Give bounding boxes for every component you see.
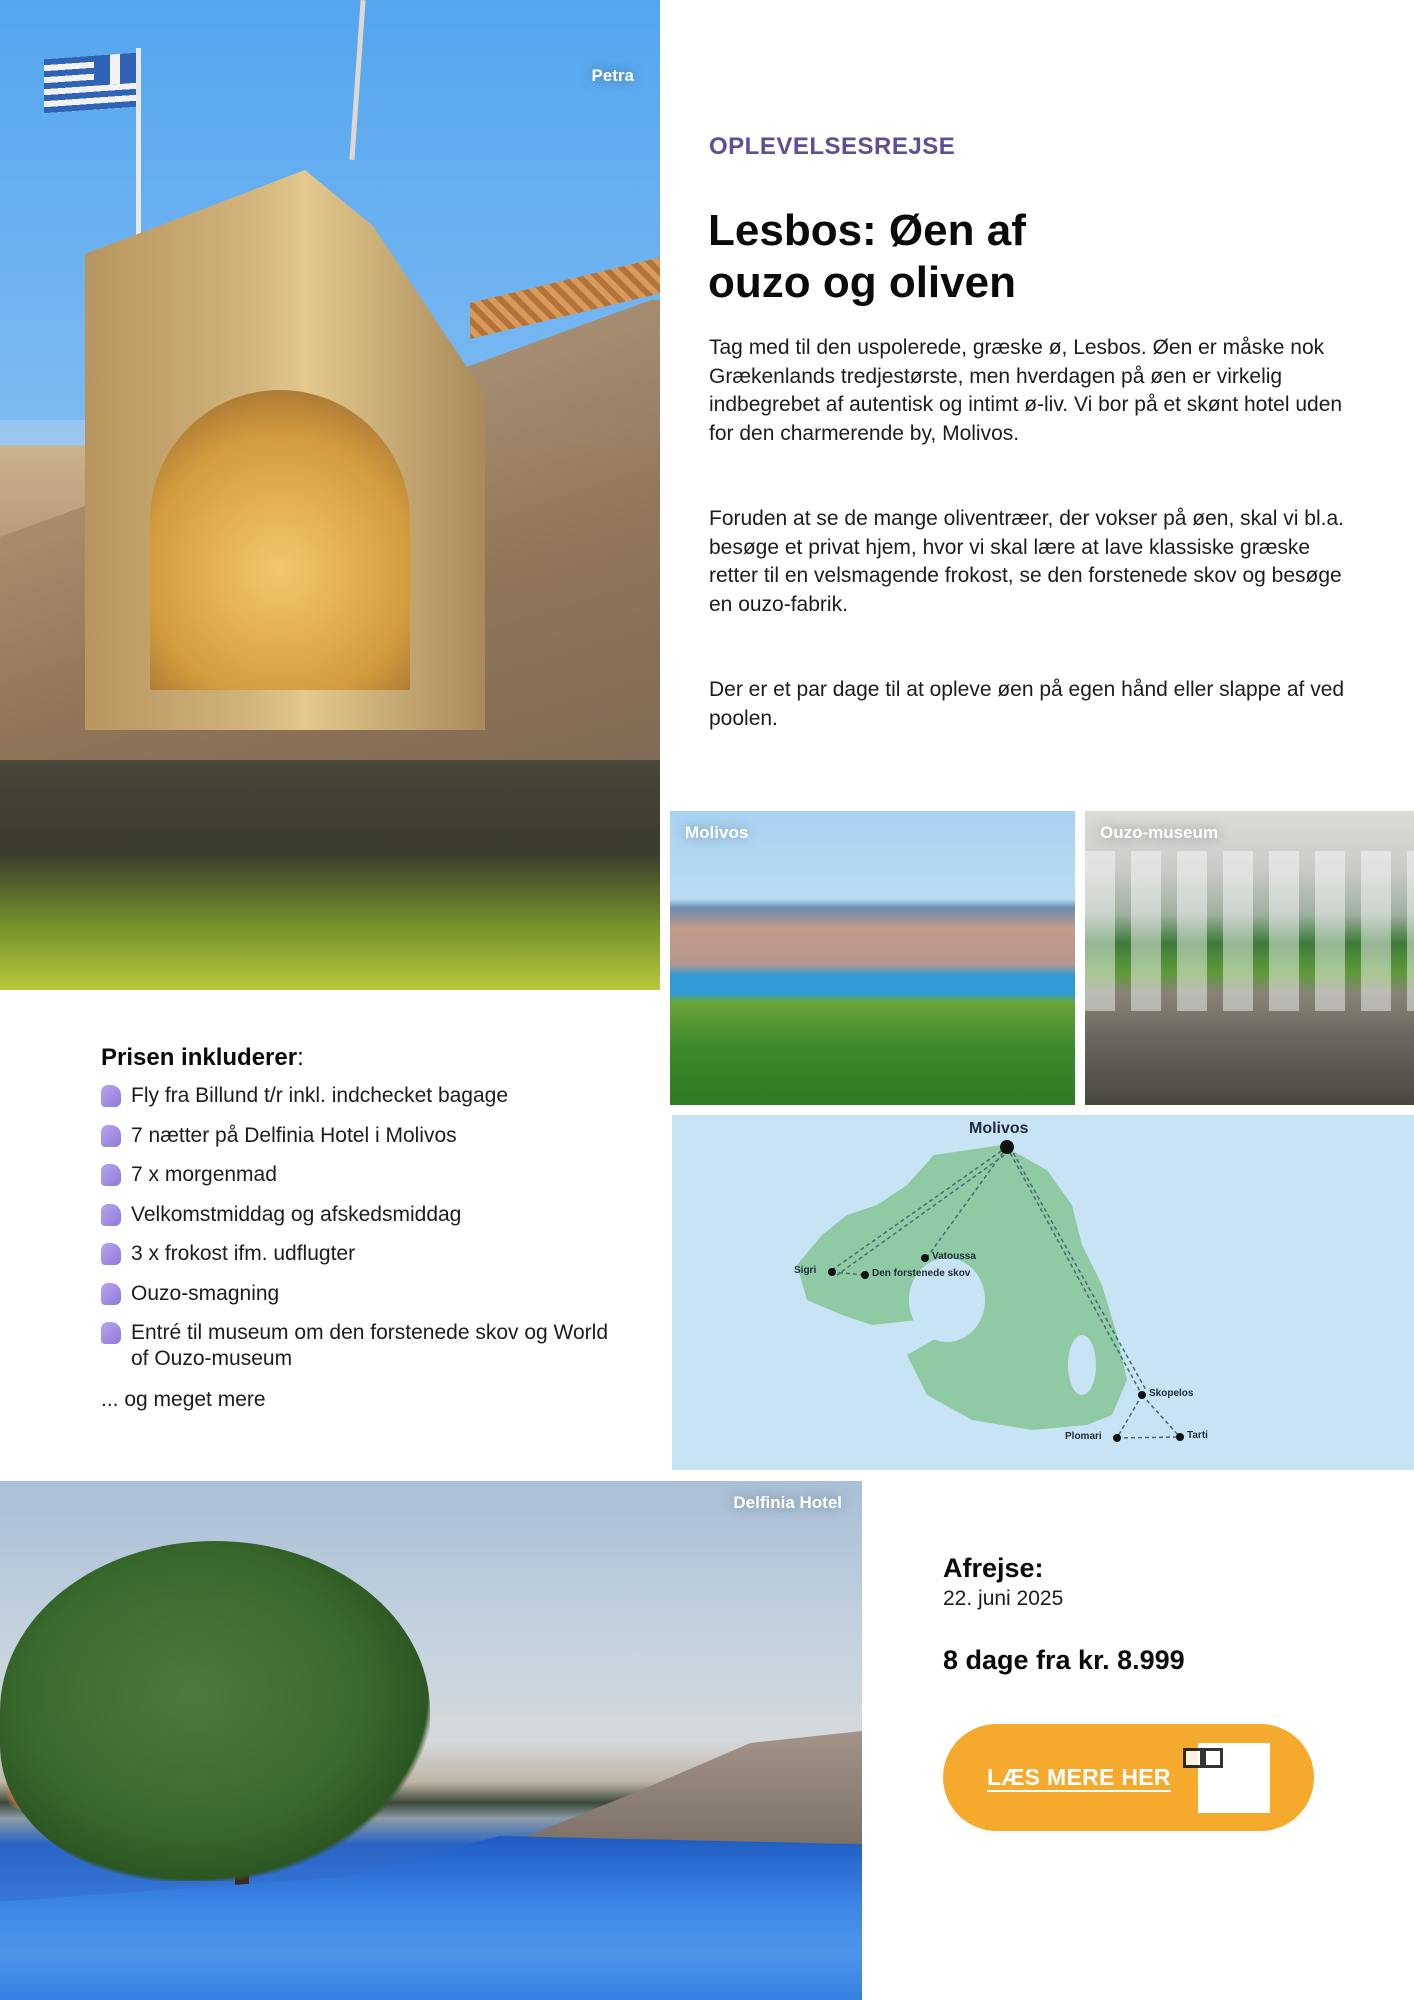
delfinia-hotel-photo (0, 1481, 862, 2000)
bullet-icon (101, 1164, 121, 1186)
arch (150, 390, 410, 690)
intro-paragraph: Tag med til den uspolerede, græske ø, Lesbos. Øen er måske nok Grækenlands tredjestørste, men hverdagen på øen er virkelig indbegrebet af autentisk og intimt ø-liv. Vi bor på et skønt hotel uden for den charmerende by, Molivos. (709, 336, 1343, 445)
bullet-icon (101, 1125, 121, 1147)
qr-code-icon[interactable] (1198, 1743, 1270, 1813)
list-item-text: Velkomstmiddag og afskedsmiddag (131, 1202, 462, 1226)
list-item (101, 1162, 621, 1188)
map-label-skopelos: Skopelos (1149, 1388, 1194, 1399)
departure-label: Afrejse: (943, 1553, 1044, 1583)
ouzo-bottles (1085, 851, 1414, 1011)
list-item-text: 3 x frokost ifm. udflugter (131, 1242, 356, 1265)
article-title (708, 205, 1268, 309)
price: 8 dage fra kr. 8.999 (943, 1645, 1185, 1675)
map-label-sigri: Sigri (794, 1265, 817, 1276)
title-line-2: ouzo og oliven (708, 258, 1016, 307)
island-map-icon (672, 1115, 1414, 1470)
title-line-1: Lesbos: Øen af (708, 206, 1026, 255)
read-more-label[interactable]: LÆS MERE HER (987, 1764, 1171, 1790)
list-item (101, 1202, 621, 1228)
lesbos-route-map (672, 1115, 1414, 1470)
list-item-text: 7 x morgenmad (131, 1163, 277, 1186)
includes-title-colon: : (297, 1044, 304, 1071)
list-item (101, 1241, 621, 1267)
activities-paragraph: Foruden at se de mange oliventræer, der vokser på øen, skal vi bl.a. besøge et privat hjem, hvor vi skal lære at lave klassiske græske retter til en velsmagende frokost, se den forstenede skov og besøge en ouzo-fabrik. (709, 507, 1344, 616)
bullet-icon (101, 1283, 121, 1305)
pine-tree (0, 1541, 430, 1881)
category-label: OPLEVELSESREJSE (709, 133, 956, 160)
map-label-molivos: Molivos (969, 1120, 1029, 1137)
photo-caption: Delfinia Hotel (733, 1493, 842, 1512)
bullet-icon (101, 1243, 121, 1265)
includes-title-text: Prisen inkluderer (101, 1044, 298, 1071)
molivos-hill (490, 1731, 862, 1851)
photo-caption: Petra (591, 66, 634, 85)
list-item (101, 1320, 621, 1372)
photo-caption: Ouzo-museum (1100, 823, 1219, 842)
photo-caption: Molivos (685, 823, 749, 842)
includes-title (101, 1044, 304, 1072)
bullet-icon (101, 1322, 121, 1344)
list-item-text: Entré til museum om den forstenede skov og World of Ouzo-museum (131, 1321, 609, 1370)
more-text: ... og meget mere (101, 1388, 266, 1411)
read-more-button[interactable] (943, 1724, 1314, 1831)
map-label-den-forstenede-skov: Den forstenede skov (872, 1268, 971, 1279)
list-item-text: Ouzo-smagning (131, 1281, 280, 1305)
bullet-icon (101, 1204, 121, 1226)
ouzo-museum-photo (1085, 811, 1414, 1105)
list-item-text: 7 nætter på Delfinia Hotel i Molivos (131, 1123, 457, 1147)
molivos-photo (670, 811, 1075, 1105)
list-item (101, 1083, 621, 1109)
departure-date: 22. juni 2025 (943, 1587, 1064, 1610)
list-item (101, 1123, 621, 1149)
greek-flag-icon (44, 53, 136, 113)
petra-photo (0, 0, 660, 990)
bullet-icon (101, 1085, 121, 1107)
map-label-vatoussa: Vatoussa (932, 1251, 976, 1262)
free-days-paragraph: Der er et par dage til at opleve øen på egen hånd eller slappe af ved poolen. (709, 678, 1345, 730)
list-item (101, 1281, 621, 1307)
rocky-ground (0, 760, 660, 990)
includes-list (101, 1083, 621, 1386)
map-label-tarti: Tarti (1187, 1430, 1208, 1441)
map-label-plomari: Plomari (1065, 1431, 1102, 1442)
list-item-text: Fly fra Billund t/r inkl. indchecket bagage (131, 1084, 509, 1107)
